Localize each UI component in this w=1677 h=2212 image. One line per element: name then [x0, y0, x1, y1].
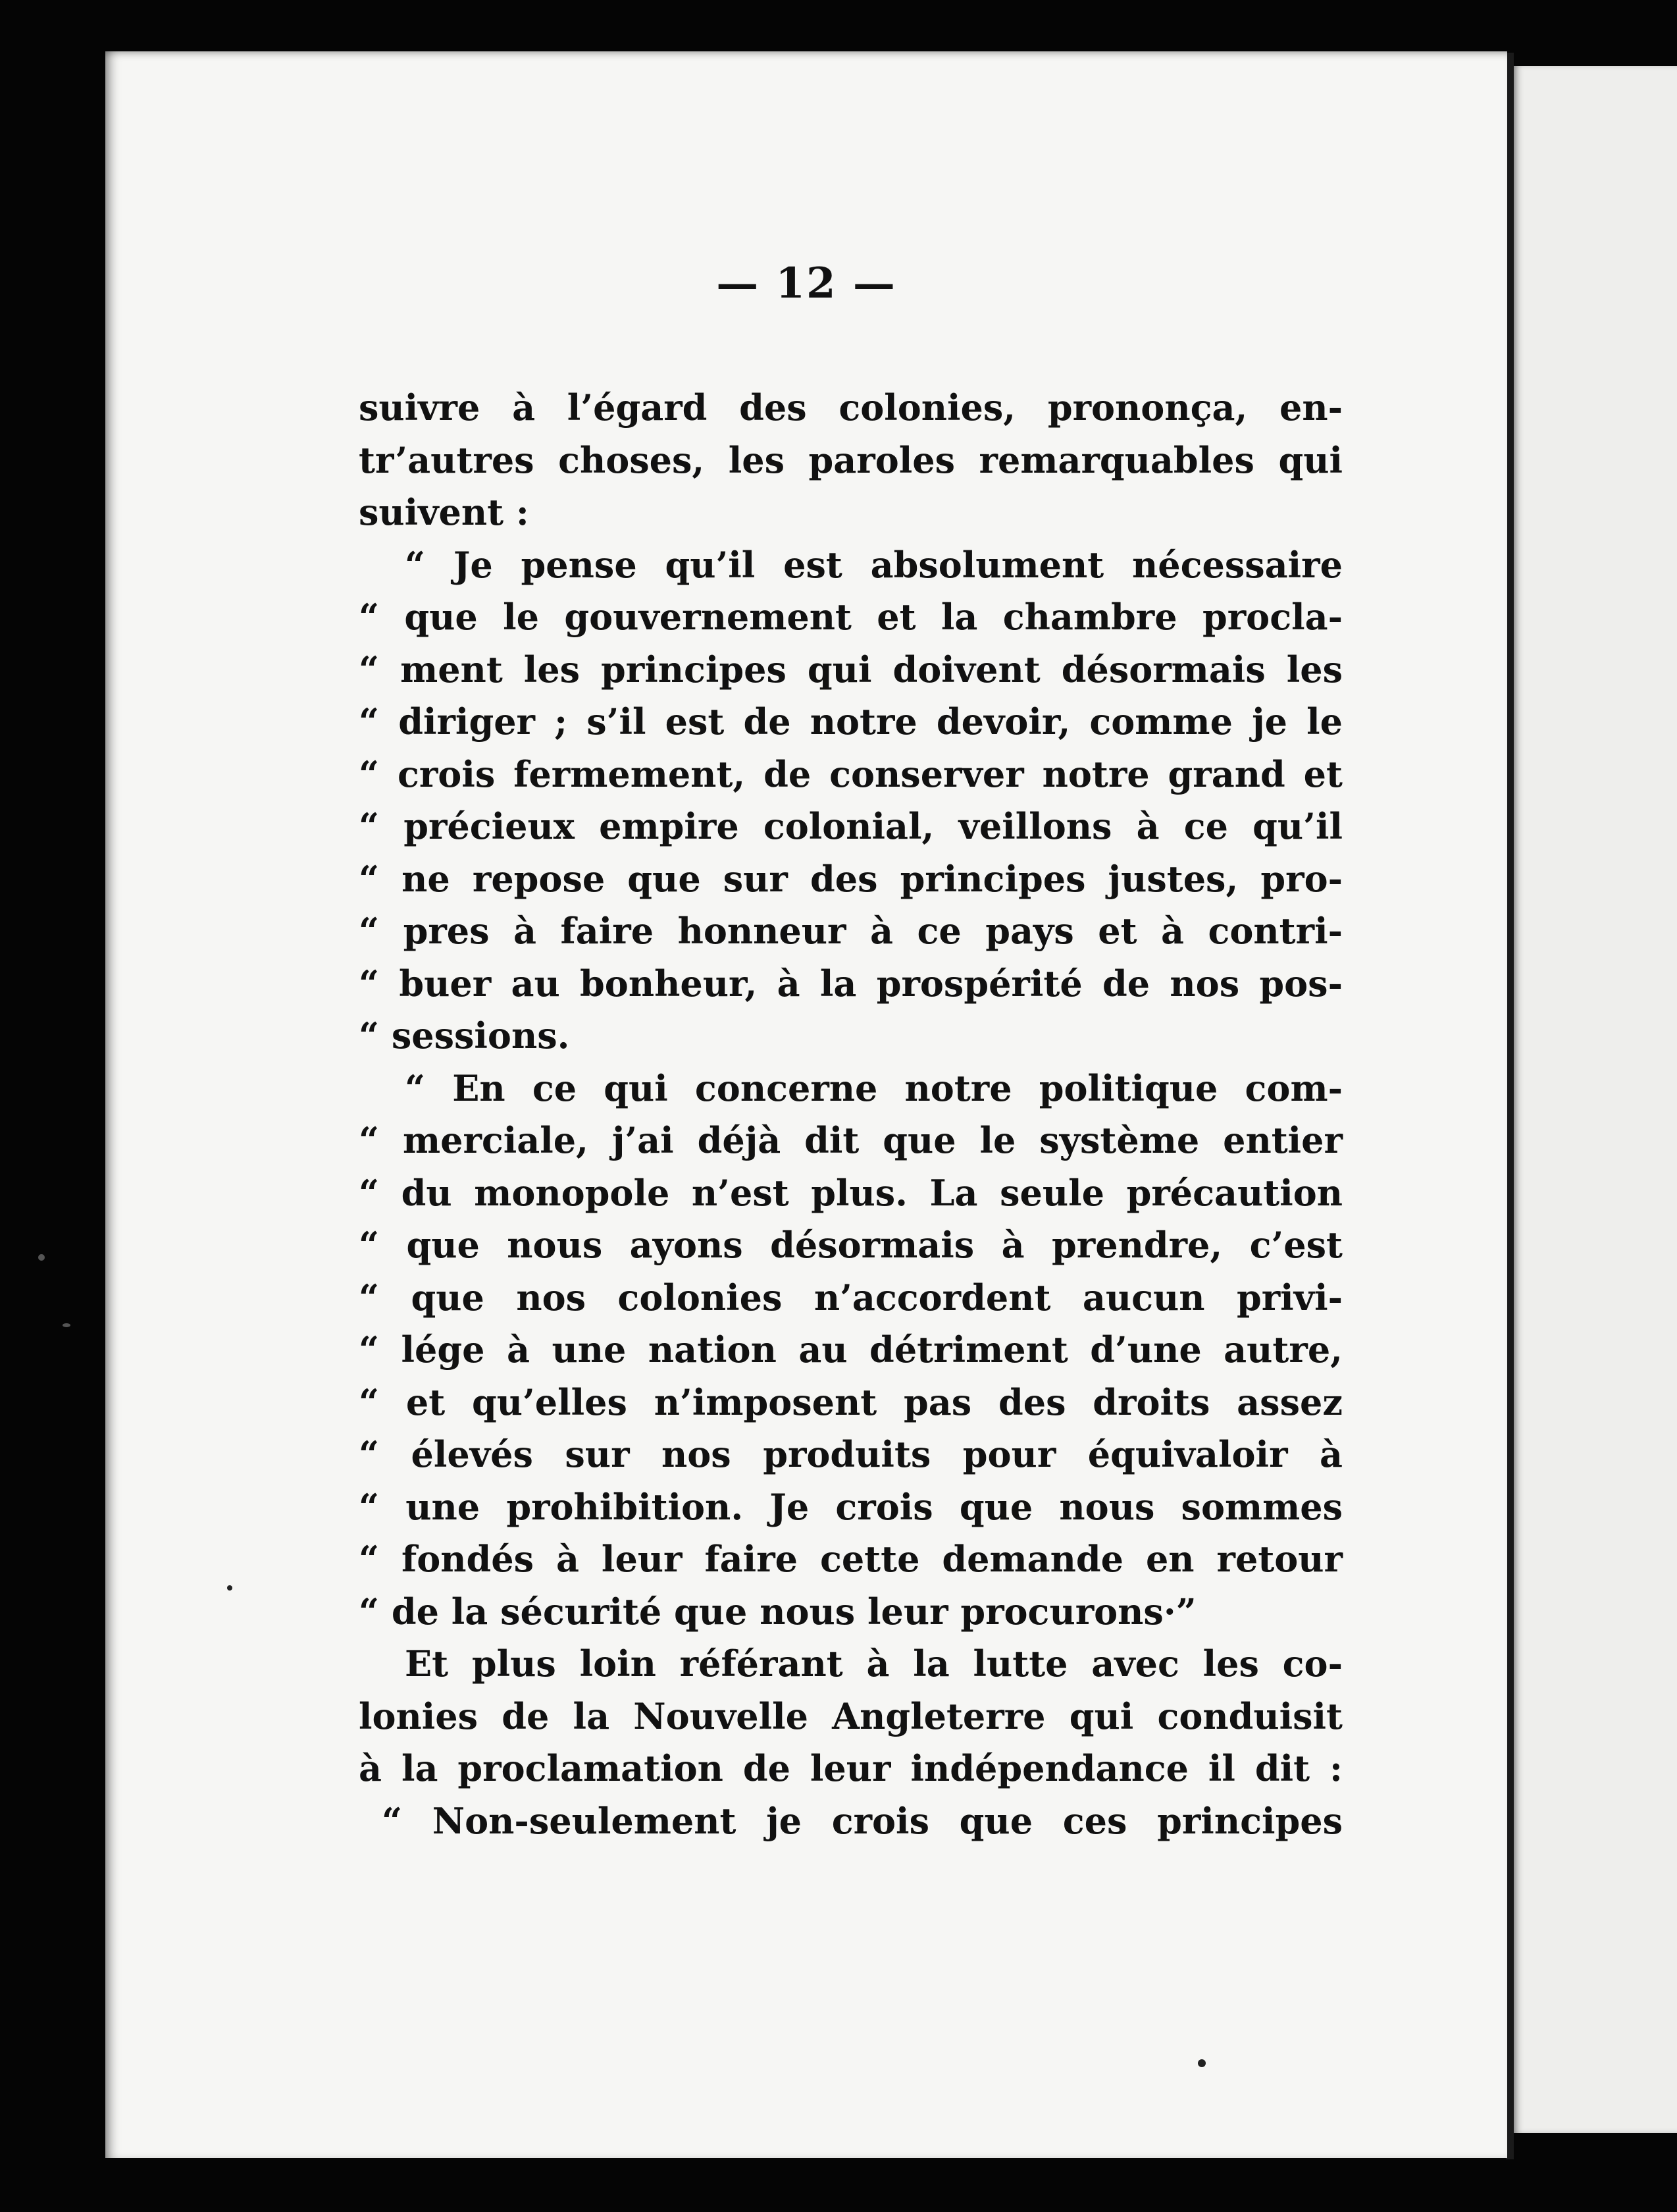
text-line: “ ment les principes qui doivent désormais les	[359, 648, 1343, 691]
text-line: “ que nous ayons désormais à prendre, c’est	[359, 1224, 1343, 1266]
text-line: “ diriger ; s’il est de notre devoir, comme je le	[359, 700, 1343, 743]
text-line: “ merciale, j’ai déjà dit que le système entier	[359, 1119, 1343, 1161]
text-line: “ que nos colonies n’accordent aucun privi-	[359, 1276, 1343, 1319]
text-line: à la proclamation de leur indépendance il dit :	[359, 1747, 1343, 1789]
book-page	[105, 51, 1507, 2158]
text-line: “ et qu’elles n’imposent pas des droits assez	[359, 1381, 1343, 1423]
text-line: “ élevés sur nos produits pour équivaloir à	[359, 1433, 1343, 1475]
ink-speck	[1198, 2059, 1206, 2067]
text-line: “ de la sécurité que nous leur procurons·”	[359, 1590, 1197, 1633]
text-line: “ pres à faire honneur à ce pays et à contri-	[359, 910, 1343, 952]
body-text	[359, 382, 1343, 1847]
text-line: Et plus loin référant à la lutte avec les co-	[405, 1643, 1343, 1685]
text-line: suivent :	[359, 491, 529, 533]
text-line: “ ne repose que sur des principes justes, pro-	[359, 857, 1343, 900]
text-line: “ crois fermement, de conserver notre grand et	[359, 752, 1343, 795]
text-line: “ fondés à leur faire cette demande en retour	[359, 1538, 1343, 1580]
text-line: “ sessions.	[359, 1014, 570, 1057]
text-line: “ du monopole n’est plus. La seule précaution	[359, 1171, 1343, 1214]
text-line: “ lége à une nation au détriment d’une autre,	[359, 1329, 1343, 1371]
ink-speck	[38, 1254, 45, 1261]
text-line: lonies de la Nouvelle Angleterre qui conduisit	[359, 1695, 1343, 1737]
text-line: “ En ce qui concerne notre politique com-	[405, 1066, 1343, 1109]
text-line: “ buer au bonheur, à la prospérité de nos pos-	[359, 962, 1343, 1005]
text-line: “ une prohibition. Je crois que nous sommes	[359, 1485, 1343, 1528]
text-line: suivre à l’égard des colonies, prononça, en-	[359, 386, 1343, 429]
ink-speck	[63, 1323, 70, 1327]
page-number: — 12 —	[716, 259, 896, 308]
text-line: “ Non-seulement je crois que ces principes	[382, 1799, 1343, 1842]
text-line: tr’autres choses, les paroles remarquables qui	[359, 438, 1343, 481]
text-line: “ précieux empire colonial, veillons à ce qu’il	[359, 805, 1343, 847]
facing-page-edge	[1514, 66, 1677, 2133]
ink-speck	[227, 1585, 232, 1591]
text-line: “ Je pense qu’il est absolument nécessaire	[405, 543, 1343, 586]
text-line: “ que le gouvernement et la chambre procla-	[359, 596, 1343, 638]
